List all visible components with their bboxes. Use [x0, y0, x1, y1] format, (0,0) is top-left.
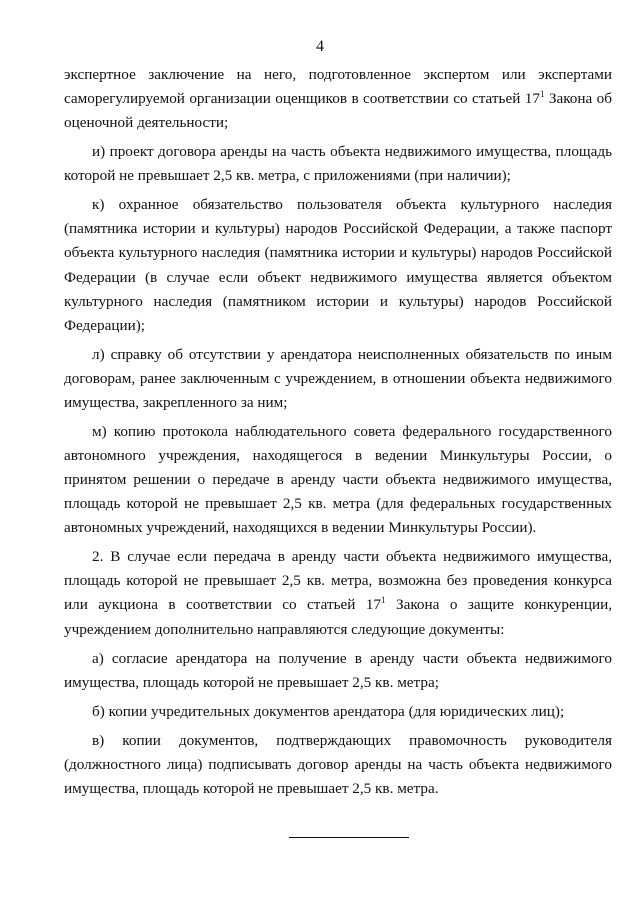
superscript: 1 [381, 595, 386, 606]
paragraph-text: Закона о защите конкуренции, учреждением дополнительно направляются следующие документы: [64, 596, 612, 638]
superscript: 1 [539, 89, 545, 100]
page-number: 4 [316, 38, 324, 55]
paragraph-item-i: и) проект договора аренды на часть объекта недвижимого имущества, площадь которой не превышает 2,5 кв. метра, с приложениями (при наличии); [64, 143, 612, 185]
paragraph-item-m: м) копию протокола наблюдательного совета федерального государственного автономного учреждения, находящегося в ведении Минкультуры России, о принятом решении о передаче в аренду части объекта недвижимого имущества, площадь которой не превышает 2,5 кв. метра (для федеральных государственных автономных учреждений, находящихся в ведении Минкультуры России). [64, 422, 612, 537]
paragraph-item-a: а) согласие арендатора на получение в аренду части объекта недвижимого имущества, площадь которой не превышает 2,5 кв. метра; [64, 649, 612, 691]
paragraph-section-2 [64, 545, 612, 641]
paragraph-text: экспертное заключение на него, подготовленное экспертом или экспертами саморегулируемой организации оценщиков в соответствии со статьей 17 [64, 66, 612, 108]
document-body [64, 63, 612, 806]
paragraph-text: 2. В случае если передача в аренду части объекта недвижимого имущества, площадь которой не превышает 2,5 кв. метра, возможна без проведения конкурса или аукциона в соответствии со статьей 17 [64, 548, 612, 614]
closing-rule [289, 837, 409, 838]
paragraph-text: Закона об оценочной деятельности; [64, 90, 612, 132]
paragraph-continuation [64, 63, 612, 135]
paragraph-item-b: б) копии учредительных документов арендатора (для юридических лиц); [92, 702, 565, 720]
paragraph-item-k: к) охранное обязательство пользователя объекта культурного наследия (памятника истории и культуры) народов Российской Федерации, а также паспорт объекта культурного наследия (памятника истории и культуры) народов Российской Федерации (в случае если объект недвижимого имущества является объектом культурного наследия (памятником истории и культуры) народов Российской Федерации); [64, 196, 612, 334]
paragraph-item-l: л) справку об отсутствии у арендатора неисполненных обязательств по иным договорам, ранее заключенным с учреждением, в отношении объекта недвижимого имущества, закрепленного за ним; [64, 345, 612, 411]
paragraph-item-v: в) копии документов, подтверждающих правомочность руководителя (должностного лица) подписывать договор аренды на часть объекта недвижимого имущества, площадь которой не превышает 2,5 кв. метра. [64, 731, 612, 797]
